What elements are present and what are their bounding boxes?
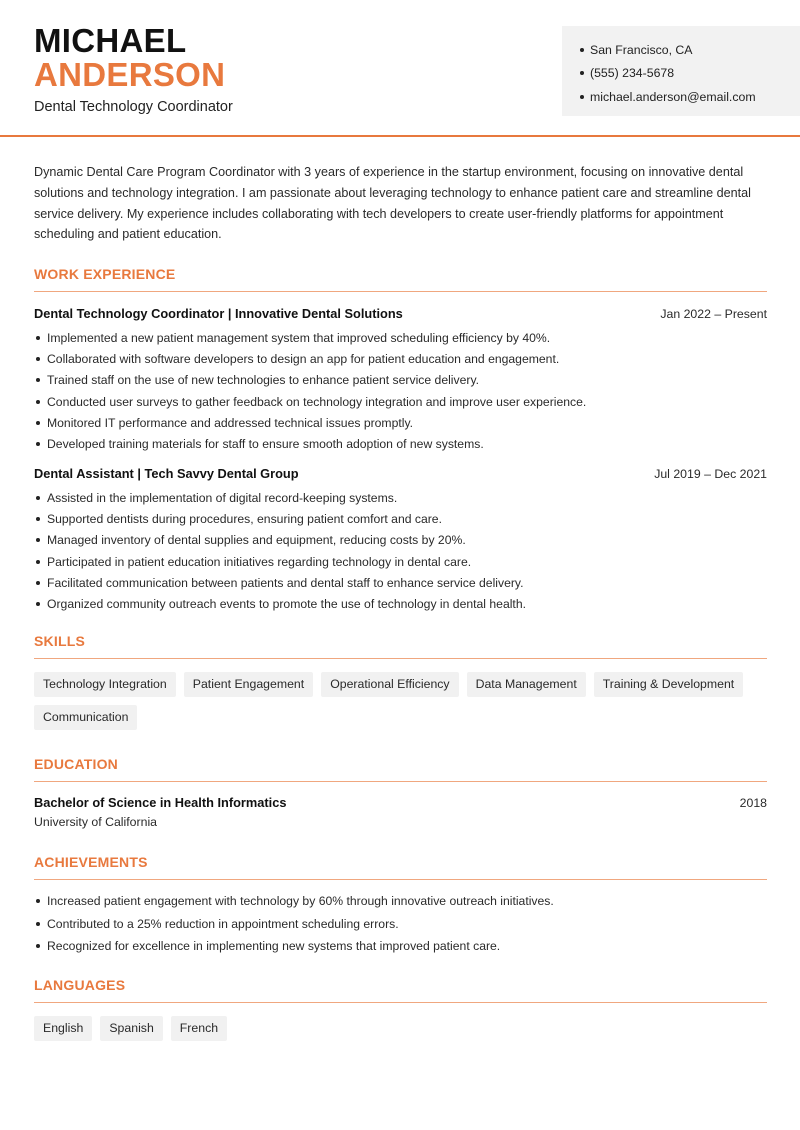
job-date: Jan 2022 – Present (660, 307, 767, 322)
list-item (34, 935, 767, 958)
job-header (34, 306, 767, 321)
bullet-text: Increased patient engagement with technology by 60% through innovative outreach initiatives. (47, 894, 554, 908)
list-item (34, 391, 767, 412)
job-role: Dental Assistant | Tech Savvy Dental Group (34, 465, 299, 481)
list-item (34, 912, 767, 935)
achievements-list (34, 890, 767, 958)
bullet-text: Supported dentists during procedures, ensuring patient comfort and care. (47, 511, 442, 526)
bullet-icon (36, 357, 40, 361)
bullet-icon (36, 517, 40, 521)
achievements-section (34, 854, 767, 958)
section-title-skills: SKILLS (34, 633, 767, 659)
language-tag: English (34, 1016, 92, 1041)
language-tag: French (171, 1016, 227, 1041)
list-item (34, 890, 767, 913)
list-item (34, 572, 767, 593)
skill-tag: Technology Integration (34, 672, 176, 697)
section-title-work: WORK EXPERIENCE (34, 266, 767, 292)
bullet-icon (36, 944, 40, 948)
list-item (34, 412, 767, 433)
resume-body (34, 162, 767, 1041)
languages-section (34, 977, 767, 1041)
bullet-text: Facilitated communication between patients and dental staff to enhance service delivery. (47, 575, 524, 590)
job-date: Jul 2019 – Dec 2021 (654, 466, 767, 481)
job-entry (34, 306, 767, 455)
list-item (34, 327, 767, 348)
list-item (34, 487, 767, 508)
resume-header (0, 0, 800, 137)
bullet-text: Monitored IT performance and addressed technical issues promptly. (47, 416, 414, 431)
education-header (34, 795, 767, 810)
phone-text: (555) 234-5678 (590, 66, 675, 81)
graduation-year: 2018 (739, 795, 767, 810)
contact-box (562, 26, 800, 116)
list-item (34, 370, 767, 391)
bullet-icon (36, 421, 40, 425)
bullet-text: Trained staff on the use of new technologies to enhance patient service delivery. (47, 373, 480, 388)
bullet-icon (36, 378, 40, 382)
job-role: Dental Technology Coordinator | Innovative Dental Solutions (34, 306, 403, 322)
bullet-text: Assisted in the implementation of digital record-keeping systems. (47, 490, 398, 505)
section-title-education: EDUCATION (34, 756, 767, 782)
skill-tag: Operational Efficiency (321, 672, 458, 697)
bullet-text: Recognized for excellence in implementing new systems that improved patient care. (47, 939, 501, 953)
bullet-icon (36, 538, 40, 542)
bullet-icon (36, 602, 40, 606)
contact-email (580, 85, 782, 109)
bullet-icon (36, 560, 40, 564)
bullet-text: Managed inventory of dental supplies and equipment, reducing costs by 20%. (47, 533, 466, 548)
skill-tag: Communication (34, 705, 137, 730)
bullet-icon (36, 922, 40, 926)
bullet-text: Collaborated with software developers to design an app for patient education and engagement. (47, 352, 560, 367)
email-text: michael.anderson@email.com (590, 89, 756, 104)
bullet-icon (36, 400, 40, 404)
skills-list (34, 672, 767, 730)
bullet-icon (36, 899, 40, 903)
list-item (34, 434, 767, 455)
bullet-icon (36, 336, 40, 340)
first-name: MICHAEL (34, 22, 187, 59)
bullet-icon (36, 496, 40, 500)
summary-paragraph: Dynamic Dental Care Program Coordinator with 3 years of experience in the startup environment, focusing on innovative dental solutions and technology integration. I am passionate about leveraging technology to enhance patient care and streamline dental service delivery. My experience includes collaborating with tech developers to create user-friendly platforms for appointment scheduling and patient education. (34, 165, 751, 242)
list-item (34, 508, 767, 529)
skill-tag: Data Management (467, 672, 586, 697)
bullet-text: Developed training materials for staff to ensure smooth adoption of new systems. (47, 437, 484, 452)
list-item (34, 551, 767, 572)
job-bullets (34, 487, 767, 615)
bullet-text: Implemented a new patient management system that improved scheduling efficiency by 40%. (47, 330, 551, 345)
bullet-icon (580, 48, 584, 52)
job-title: Dental Technology Coordinator (34, 99, 233, 115)
bullet-text: Conducted user surveys to gather feedback on technology integration and improve user experience. (47, 394, 587, 409)
bullet-text: Organized community outreach events to promote the use of technology in dental health. (47, 597, 526, 612)
degree: Bachelor of Science in Health Informatics (34, 794, 287, 810)
job-header (34, 466, 767, 481)
skill-tag: Patient Engagement (184, 672, 313, 697)
bullet-text: Contributed to a 25% reduction in appointment scheduling errors. (47, 916, 399, 931)
bullet-text: Participated in patient education initiatives regarding technology in dental care. (47, 554, 472, 569)
bullet-icon (36, 442, 40, 446)
bullet-icon (580, 71, 584, 75)
contact-phone (580, 62, 782, 86)
work-experience-section (34, 266, 767, 615)
list-item (34, 348, 767, 369)
section-title-languages: LANGUAGES (34, 977, 767, 1003)
skills-section (34, 633, 767, 730)
languages-list (34, 1016, 767, 1041)
bullet-icon (580, 95, 584, 99)
bullet-icon (36, 581, 40, 585)
language-tag: Spanish (100, 1016, 162, 1041)
section-title-achievements: ACHIEVEMENTS (34, 854, 767, 880)
list-item (34, 593, 767, 614)
location-text: San Francisco, CA (590, 42, 693, 57)
last-name: ANDERSON (34, 56, 226, 93)
education-section (34, 756, 767, 829)
list-item (34, 530, 767, 551)
job-entry (34, 466, 767, 615)
contact-location (580, 38, 782, 62)
job-bullets (34, 327, 767, 455)
skill-tag: Training & Development (594, 672, 743, 697)
school: University of California (34, 814, 158, 829)
